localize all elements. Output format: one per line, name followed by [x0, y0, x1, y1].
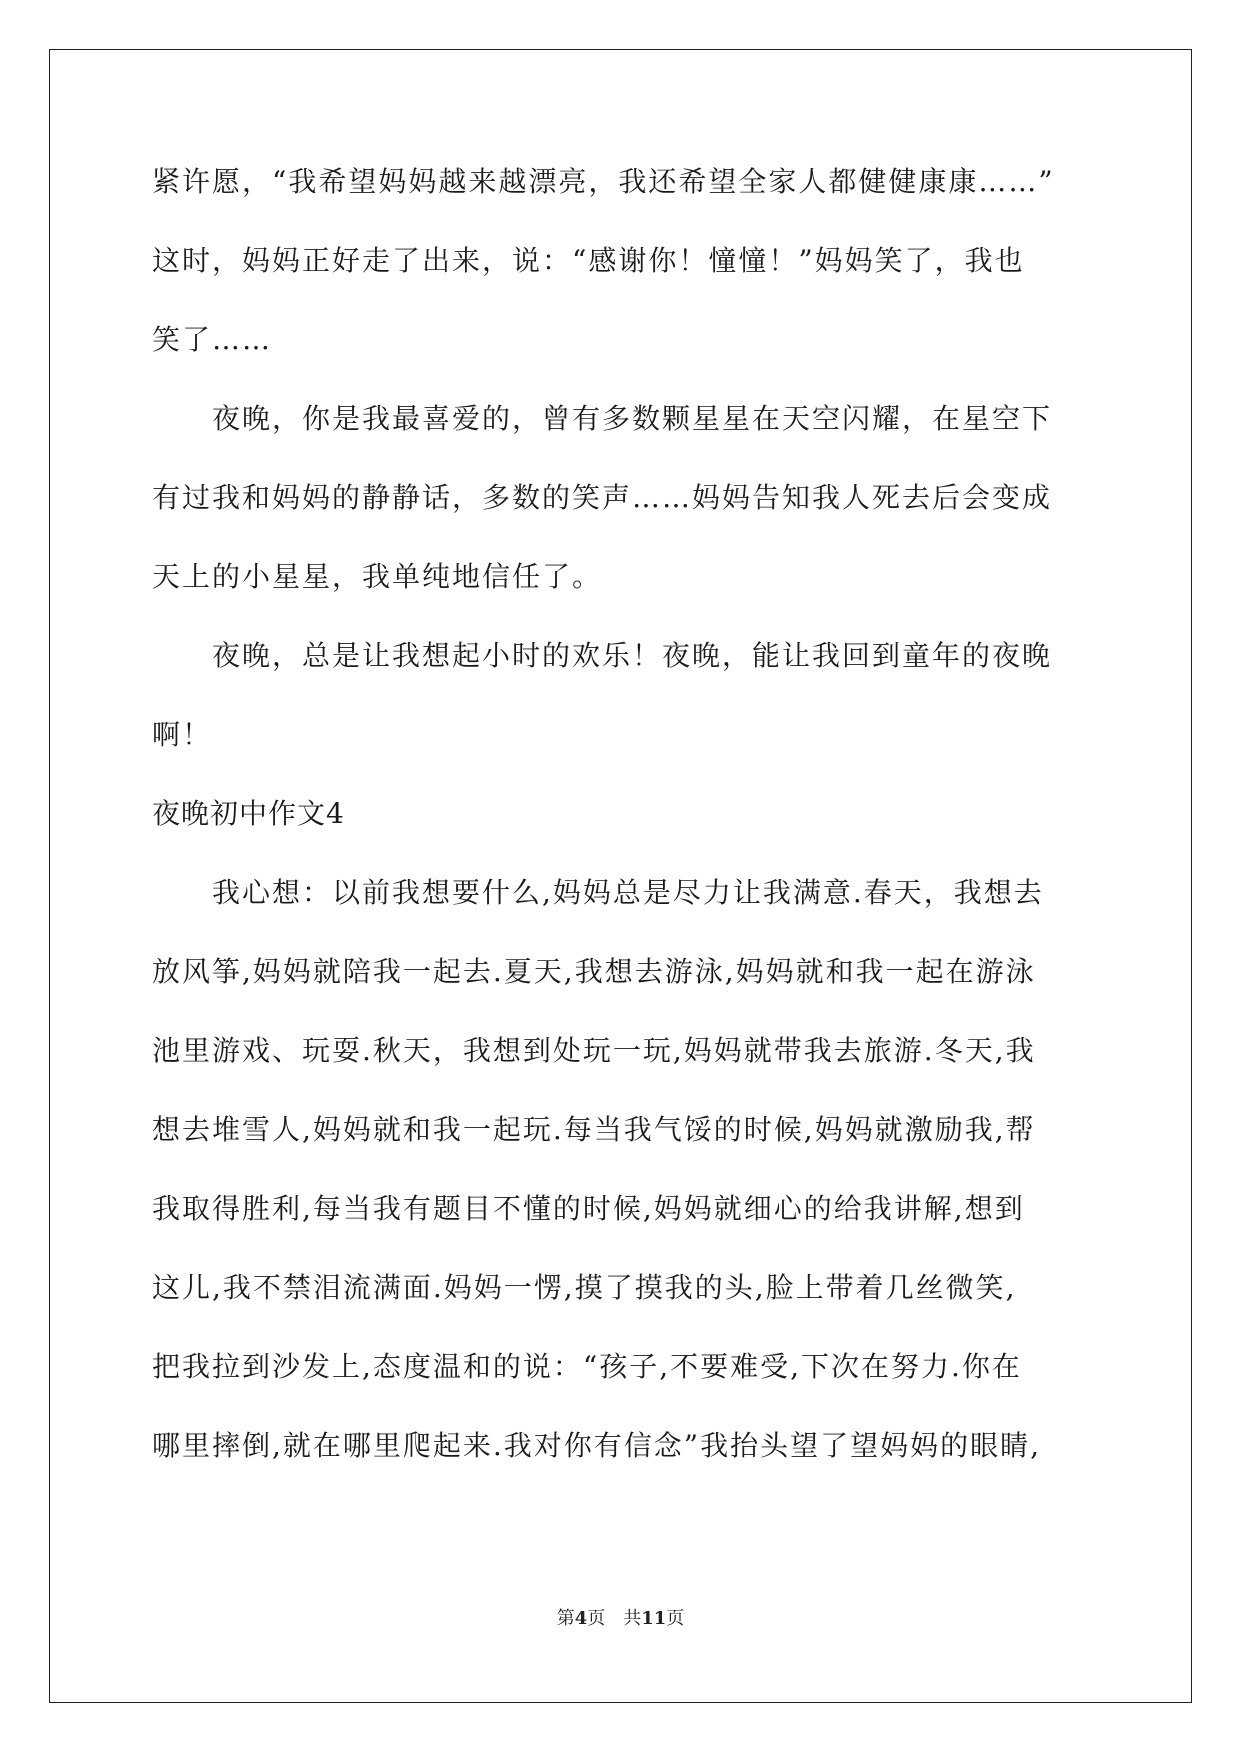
text-line: 夜晚，总是让我想起小时的欢乐！夜晚，能让我回到童年的夜晚	[152, 639, 1053, 672]
page-suffix: 页	[666, 1608, 685, 1629]
total-pages-number: 11	[641, 1608, 667, 1629]
text-line: 想去堆雪人,妈妈就和我一起玩.每当我气馁的时候,妈妈就激励我,帮	[152, 1113, 1036, 1146]
text-line: 我取得胜利,每当我有题目不懂的时候,妈妈就细心的给我讲解,想到	[152, 1192, 1025, 1225]
text-line: 紧许愿，“我希望妈妈越来越漂亮，我还希望全家人都健健康康……”	[152, 165, 1055, 198]
current-page-number: 4	[574, 1608, 588, 1629]
text-line: 我心想：以前我想要什么,妈妈总是尽力让我满意.春天，我想去	[152, 876, 1044, 909]
text-line: 夜晚，你是我最喜爱的，曾有多数颗星星在天空闪耀，在星空下	[152, 402, 1053, 435]
text-line: 啊！	[152, 718, 213, 751]
text-line: 笑了……	[152, 323, 273, 356]
text-line: 这儿,我不禁泪流满面.妈妈一愣,摸了摸我的头,脸上带着几丝微笑,	[152, 1271, 1017, 1304]
page-footer	[0, 1604, 1241, 1630]
text-line: 池里游戏、玩耍.秋天，我想到处玩一玩,妈妈就带我去旅游.冬天,我	[152, 1034, 1036, 1067]
text-line: 有过我和妈妈的静静话，多数的笑声……妈妈告知我人死去后会变成	[152, 481, 1053, 514]
page-prefix: 第	[556, 1608, 575, 1629]
text-line: 哪里摔倒,就在哪里爬起来.我对你有信念”我抬头望了望妈妈的眼睛,	[152, 1429, 1042, 1462]
text-line: 天上的小星星，我单纯地信任了。	[152, 560, 603, 593]
text-line: 放风筝,妈妈就陪我一起去.夏天,我想去游泳,妈妈就和我一起在游泳	[152, 955, 1036, 988]
text-line: 把我拉到沙发上,态度温和的说：“孩子,不要难受,下次在努力.你在	[152, 1350, 1022, 1383]
document-body	[152, 152, 1092, 1495]
text-line: 这时，妈妈正好走了出来，说：“感谢你！憧憧！”妈妈笑了，我也	[152, 244, 1025, 277]
section-heading: 夜晚初中作文4	[152, 797, 345, 830]
page-mid: 页 共	[587, 1608, 642, 1629]
